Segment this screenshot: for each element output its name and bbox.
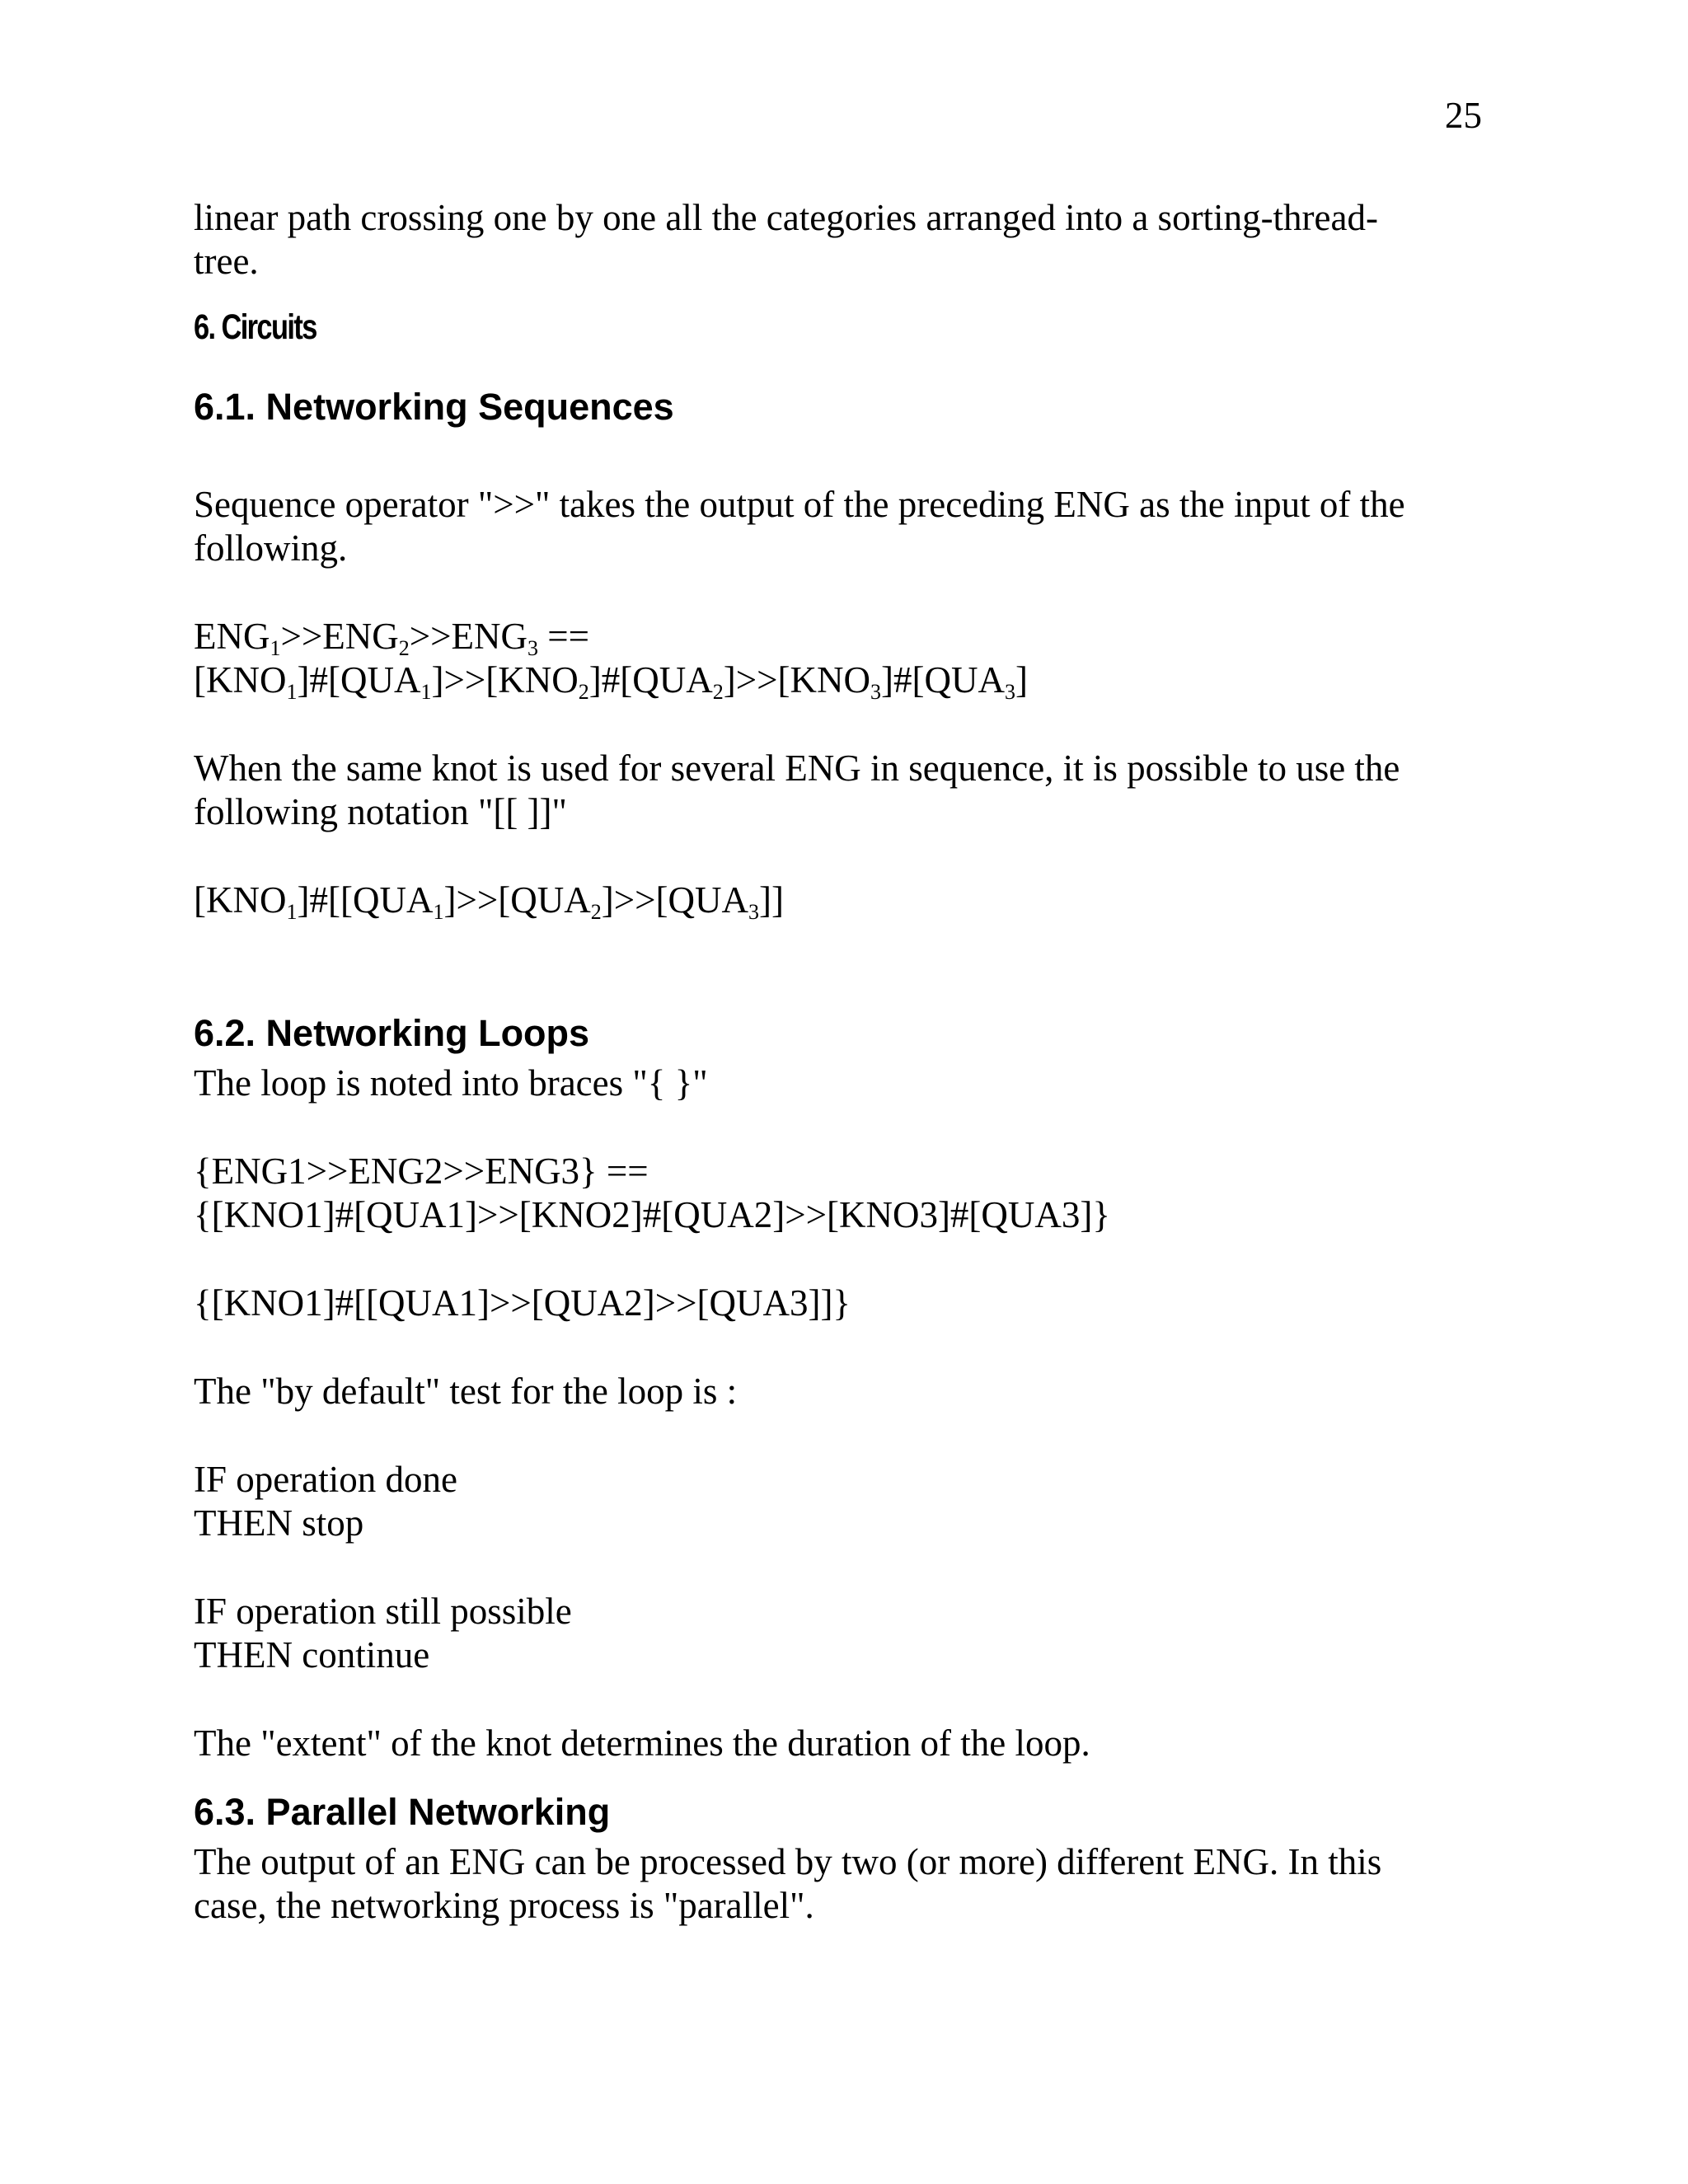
paragraph-parallel	[194, 1840, 1496, 1928]
page-number: 25	[1445, 95, 1482, 136]
text-line: IF operation still possible	[194, 1591, 572, 1632]
formula-loop	[194, 1150, 1496, 1237]
text-line: following notation "[[ ]]"	[194, 791, 567, 832]
intro-paragraph	[194, 196, 1496, 284]
text-line: following.	[194, 527, 348, 569]
subsection-heading-parallel-networking: 6.3. Parallel Networking	[194, 1791, 611, 1833]
subsection-heading-networking-loops: 6.2. Networking Loops	[194, 1012, 590, 1054]
formula-line: {ENG1>>ENG2>>ENG3} ==	[194, 1151, 649, 1192]
text-line: The "by default" test for the loop is :	[194, 1371, 738, 1412]
paragraph-default-test	[194, 1370, 1496, 1413]
text-line: The output of an ENG can be processed by two (or more) different ENG. In this	[194, 1841, 1382, 1882]
text-line: linear path crossing one by one all the categories arranged into a sorting-thread-	[194, 197, 1378, 238]
document-body	[194, 196, 1496, 1928]
formula-line: $[KNO_1]\#[QUA_1]>>[KNO_2]\#[QUA_2]>>[KNO_3]\#[QUA_3]$	[194, 659, 1028, 704]
text-line: The loop is noted into braces "{ }"	[194, 1062, 708, 1104]
formula-line: {[KNO1]#[[QUA1]>>[QUA2]>>[QUA3]]}	[194, 1282, 851, 1324]
text-line: IF operation done	[194, 1459, 457, 1500]
text-line: case, the networking process is "parallel".	[194, 1885, 814, 1926]
formula-sequence	[194, 615, 1496, 702]
text-line: The "extent" of the knot determines the duration of the loop.	[194, 1722, 1090, 1764]
rule-stop	[194, 1458, 1496, 1545]
text-line: THEN continue	[194, 1634, 430, 1675]
formula-line: $ENG_1>>ENG_2>>ENG_3$ ==	[194, 616, 589, 660]
paragraph-sequence-operator	[194, 483, 1496, 570]
paragraph-knot-extent	[194, 1722, 1496, 1765]
text-line: When the same knot is used for several ENG in sequence, it is possible to use the	[194, 748, 1400, 789]
section-heading-circuits: 6. Circuits	[194, 307, 316, 347]
text-line: tree.	[194, 241, 259, 282]
paragraph-same-knot	[194, 747, 1496, 834]
formula-line: {[KNO1]#[QUA1]>>[KNO2]#[QUA2]>>[KNO3]#[QUA3]}	[194, 1194, 1110, 1235]
paragraph-loop-braces	[194, 1062, 1496, 1105]
text-line: Sequence operator ">>" takes the output of the preceding ENG as the input of the	[194, 484, 1405, 525]
text-line: THEN stop	[194, 1502, 364, 1544]
formula-knot-notation	[194, 879, 1496, 922]
rule-continue	[194, 1590, 1496, 1677]
formula-line: $[KNO_1]\#[[QUA_1]>>[QUA_2]>>[QUA_3]]$	[194, 879, 784, 924]
formula-loop-knot	[194, 1282, 1496, 1325]
subsection-heading-networking-sequences: 6.1. Networking Sequences	[194, 386, 674, 428]
